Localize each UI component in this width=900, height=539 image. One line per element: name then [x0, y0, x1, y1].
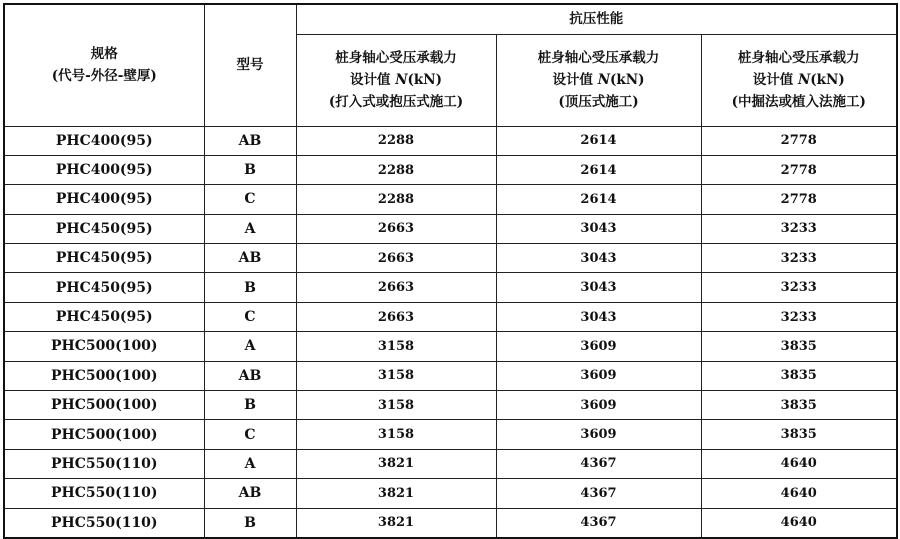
table-row: [4, 244, 897, 273]
spec-cell: PHC450(95): [4, 273, 204, 302]
value-driven-cell: 3821: [296, 479, 496, 508]
header-col-bored-line3: (中掘法或植入法施工): [731, 94, 866, 110]
table-row: [4, 420, 897, 449]
value-bored-cell: 3233: [701, 244, 897, 273]
header-col-jacked: [496, 34, 701, 126]
value-jacked-cell: 3043: [496, 273, 701, 302]
value-jacked-cell: 3609: [496, 361, 701, 390]
table-row: [4, 185, 897, 214]
value-jacked-cell: 4367: [496, 508, 701, 538]
header-col-driven-line3: (打入式或抱压式施工): [328, 94, 464, 110]
value-jacked-cell: 4367: [496, 449, 701, 478]
header-col-jacked-line2: 设计值 N(kN): [552, 72, 645, 88]
value-bored-cell: 3233: [701, 302, 897, 331]
value-driven-cell: 2288: [296, 126, 496, 155]
value-jacked-cell: 3609: [496, 391, 701, 420]
table-row: [4, 214, 897, 243]
value-driven-cell: 2288: [296, 185, 496, 214]
value-driven-cell: 3821: [296, 449, 496, 478]
table-row: [4, 302, 897, 331]
value-jacked-cell: 2614: [496, 185, 701, 214]
header-col-bored-line1: 桩身轴心受压承载力: [738, 50, 860, 66]
spec-cell: PHC400(95): [4, 185, 204, 214]
model-cell: AB: [204, 244, 296, 273]
model-cell: B: [204, 273, 296, 302]
header-col-driven-line2: 设计值 N(kN): [349, 72, 442, 88]
header-col-jacked-line1: 桩身轴心受压承载力: [537, 50, 660, 66]
table-row: [4, 508, 897, 538]
value-bored-cell: 4640: [701, 449, 897, 478]
model-cell: A: [204, 332, 296, 361]
table-row: [4, 332, 897, 361]
spec-cell: PHC450(95): [4, 214, 204, 243]
table-container: [3, 3, 896, 534]
value-driven-cell: 3821: [296, 508, 496, 538]
value-driven-cell: 3158: [296, 420, 496, 449]
table-row: [4, 449, 897, 478]
spec-cell: PHC500(100): [4, 420, 204, 449]
model-cell: C: [204, 185, 296, 214]
header-group-compression: 抗压性能: [296, 4, 897, 34]
table-row: [4, 126, 897, 155]
header-col-bored: [701, 34, 897, 126]
model-cell: AB: [204, 479, 296, 508]
value-jacked-cell: 3043: [496, 302, 701, 331]
value-driven-cell: 3158: [296, 391, 496, 420]
table-row: [4, 273, 897, 302]
spec-cell: PHC450(95): [4, 244, 204, 273]
table-row: [4, 361, 897, 390]
spec-cell: PHC500(100): [4, 391, 204, 420]
value-driven-cell: 2663: [296, 214, 496, 243]
spec-cell: PHC400(95): [4, 155, 204, 184]
value-driven-cell: 2663: [296, 273, 496, 302]
header-col-driven-line1: 桩身轴心受压承载力: [335, 50, 457, 66]
value-bored-cell: 2778: [701, 185, 897, 214]
value-jacked-cell: 3043: [496, 214, 701, 243]
spec-cell: PHC550(110): [4, 508, 204, 538]
header-col-bored-line2: 设计值 N(kN): [752, 72, 845, 88]
header-spec-line1: 规格: [90, 46, 118, 63]
value-bored-cell: 3835: [701, 332, 897, 361]
header-model: 型号: [204, 4, 296, 126]
model-cell: C: [204, 302, 296, 331]
value-driven-cell: 2663: [296, 244, 496, 273]
value-jacked-cell: 2614: [496, 155, 701, 184]
value-bored-cell: 3835: [701, 420, 897, 449]
value-bored-cell: 4640: [701, 508, 897, 538]
spec-cell: PHC500(100): [4, 361, 204, 390]
value-driven-cell: 2663: [296, 302, 496, 331]
value-bored-cell: 3835: [701, 391, 897, 420]
spec-cell: PHC550(110): [4, 449, 204, 478]
model-cell: B: [204, 391, 296, 420]
value-jacked-cell: 3609: [496, 420, 701, 449]
model-cell: A: [204, 214, 296, 243]
spec-cell: PHC450(95): [4, 302, 204, 331]
value-bored-cell: 3233: [701, 273, 897, 302]
value-driven-cell: 2288: [296, 155, 496, 184]
pile-capacity-table: [3, 3, 898, 539]
model-cell: AB: [204, 361, 296, 390]
value-driven-cell: 3158: [296, 361, 496, 390]
model-cell: B: [204, 155, 296, 184]
value-jacked-cell: 3043: [496, 244, 701, 273]
table-row: [4, 155, 897, 184]
spec-cell: PHC550(110): [4, 479, 204, 508]
model-cell: AB: [204, 126, 296, 155]
value-bored-cell: 2778: [701, 155, 897, 184]
model-cell: C: [204, 420, 296, 449]
spec-cell: PHC400(95): [4, 126, 204, 155]
table-body: [4, 126, 897, 538]
header-spec: [4, 4, 204, 126]
value-bored-cell: 3233: [701, 214, 897, 243]
header-spec-line2: (代号-外径-壁厚): [51, 68, 157, 85]
spec-cell: PHC500(100): [4, 332, 204, 361]
header-col-jacked-line3: (顶压式施工): [558, 94, 639, 110]
header-col-driven: [296, 34, 496, 126]
table-row: [4, 391, 897, 420]
value-driven-cell: 3158: [296, 332, 496, 361]
table-row: [4, 479, 897, 508]
model-cell: A: [204, 449, 296, 478]
value-bored-cell: 3835: [701, 361, 897, 390]
model-cell: B: [204, 508, 296, 538]
value-jacked-cell: 4367: [496, 479, 701, 508]
value-bored-cell: 4640: [701, 479, 897, 508]
value-jacked-cell: 2614: [496, 126, 701, 155]
value-bored-cell: 2778: [701, 126, 897, 155]
value-jacked-cell: 3609: [496, 332, 701, 361]
